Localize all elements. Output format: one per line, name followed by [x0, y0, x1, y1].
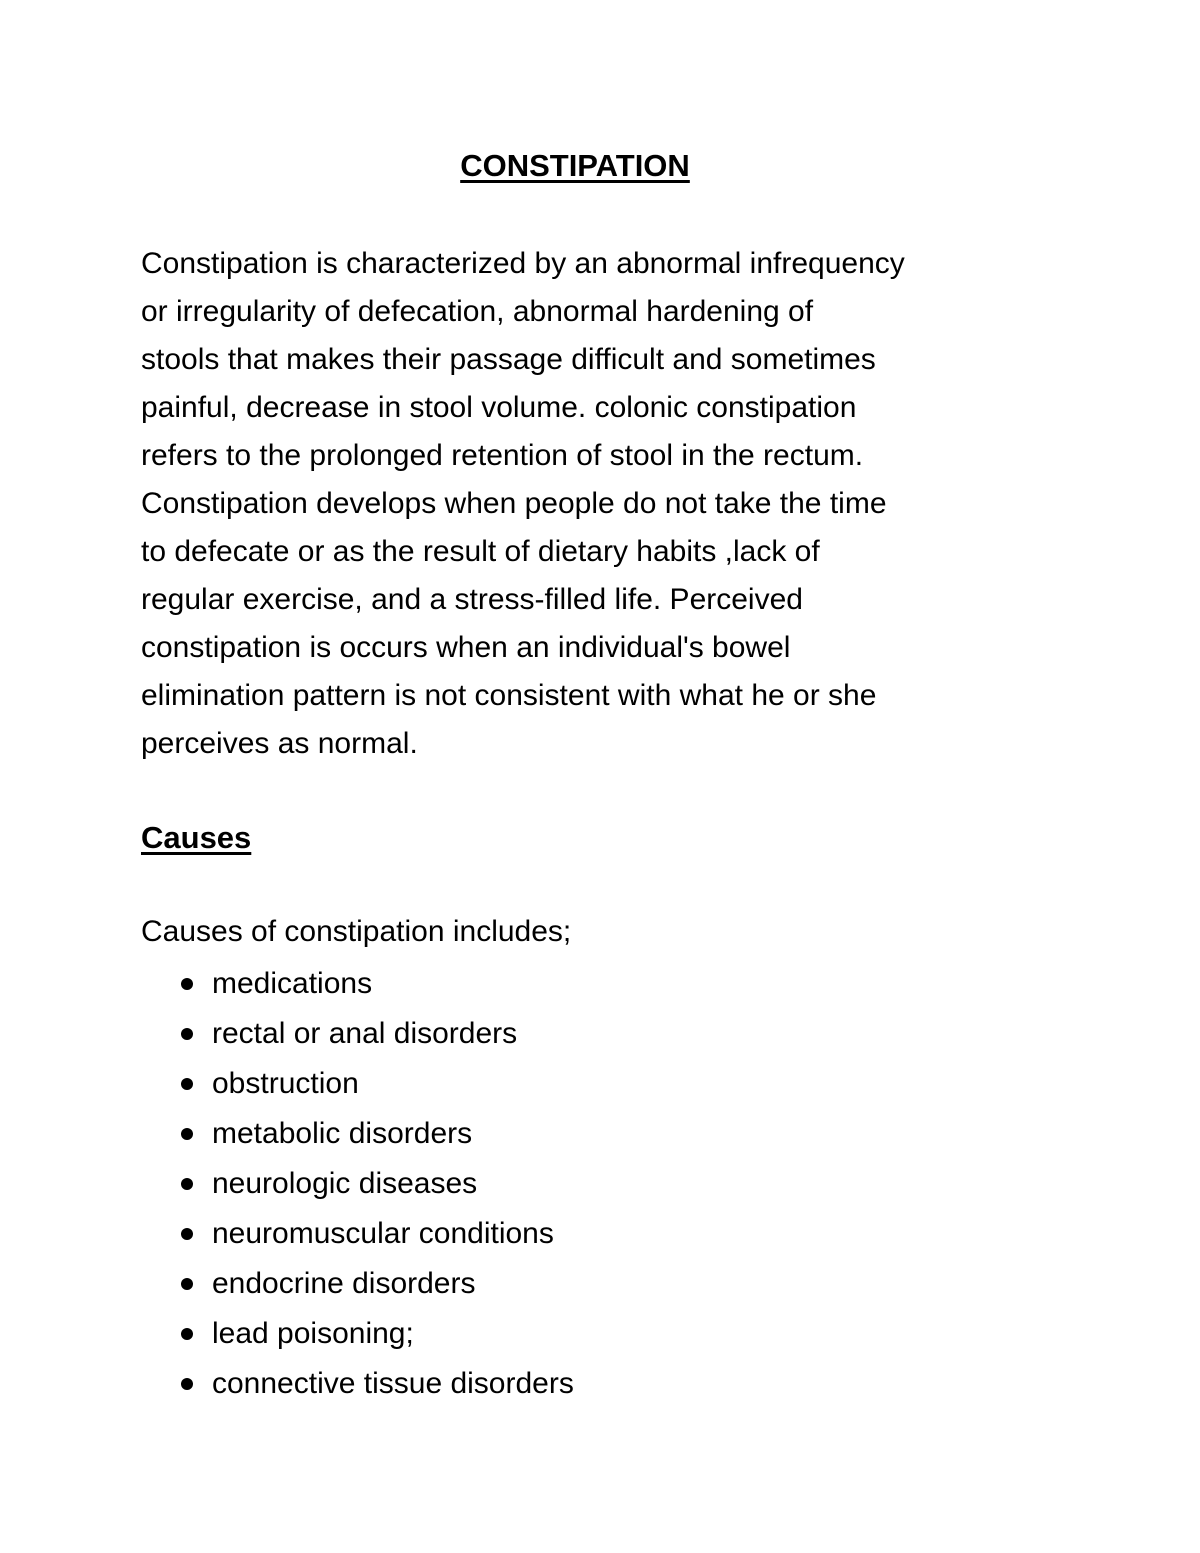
paragraph-line: constipation is occurs when an individual's bowel [141, 631, 791, 664]
list-item-text: lead poisoning; [212, 1317, 414, 1350]
list-item-text: medications [212, 967, 373, 1000]
bullet-icon [181, 1378, 193, 1390]
list-item-text: connective tissue disorders [212, 1367, 574, 1400]
causes-intro: Causes of constipation includes; [141, 915, 572, 948]
paragraph-line: regular exercise, and a stress-filled life. Perceived [141, 583, 803, 616]
list-item-text: neurologic diseases [212, 1167, 478, 1200]
definition-paragraph [141, 240, 1071, 768]
bullet-icon [181, 1028, 193, 1040]
list-item-text: neuromuscular conditions [212, 1217, 554, 1250]
paragraph-line: painful, decrease in stool volume. colonic constipation [141, 391, 857, 424]
bullet-icon [181, 1278, 193, 1290]
paragraph-line: refers to the prolonged retention of stool in the rectum. [141, 439, 864, 472]
paragraph-line: Constipation develops when people do not take the time [141, 487, 887, 520]
bullet-icon [181, 1178, 193, 1190]
paragraph-line: or irregularity of defecation, abnormal hardening of [141, 295, 814, 328]
bullet-icon [181, 1328, 193, 1340]
document-title: CONSTIPATION [460, 148, 690, 183]
paragraph-line: to defecate or as the result of dietary habits ,lack of [141, 535, 820, 568]
bullet-icon [181, 1128, 193, 1140]
paragraph-line: elimination pattern is not consistent with what he or she [141, 679, 877, 712]
paragraph-line: stools that makes their passage difficult and sometimes [141, 343, 876, 376]
causes-heading: Causes [141, 820, 252, 855]
list-item-text: obstruction [212, 1067, 359, 1100]
list-item-text: metabolic disorders [212, 1117, 473, 1150]
bullet-icon [181, 978, 193, 990]
list-item-text: rectal or anal disorders [212, 1017, 518, 1050]
list-item-text: endocrine disorders [212, 1267, 476, 1300]
bullet-icon [181, 1078, 193, 1090]
paragraph-line: Constipation is characterized by an abnormal infrequency [141, 247, 905, 280]
bullet-icon [181, 1228, 193, 1240]
paragraph-line: perceives as normal. [141, 727, 418, 760]
